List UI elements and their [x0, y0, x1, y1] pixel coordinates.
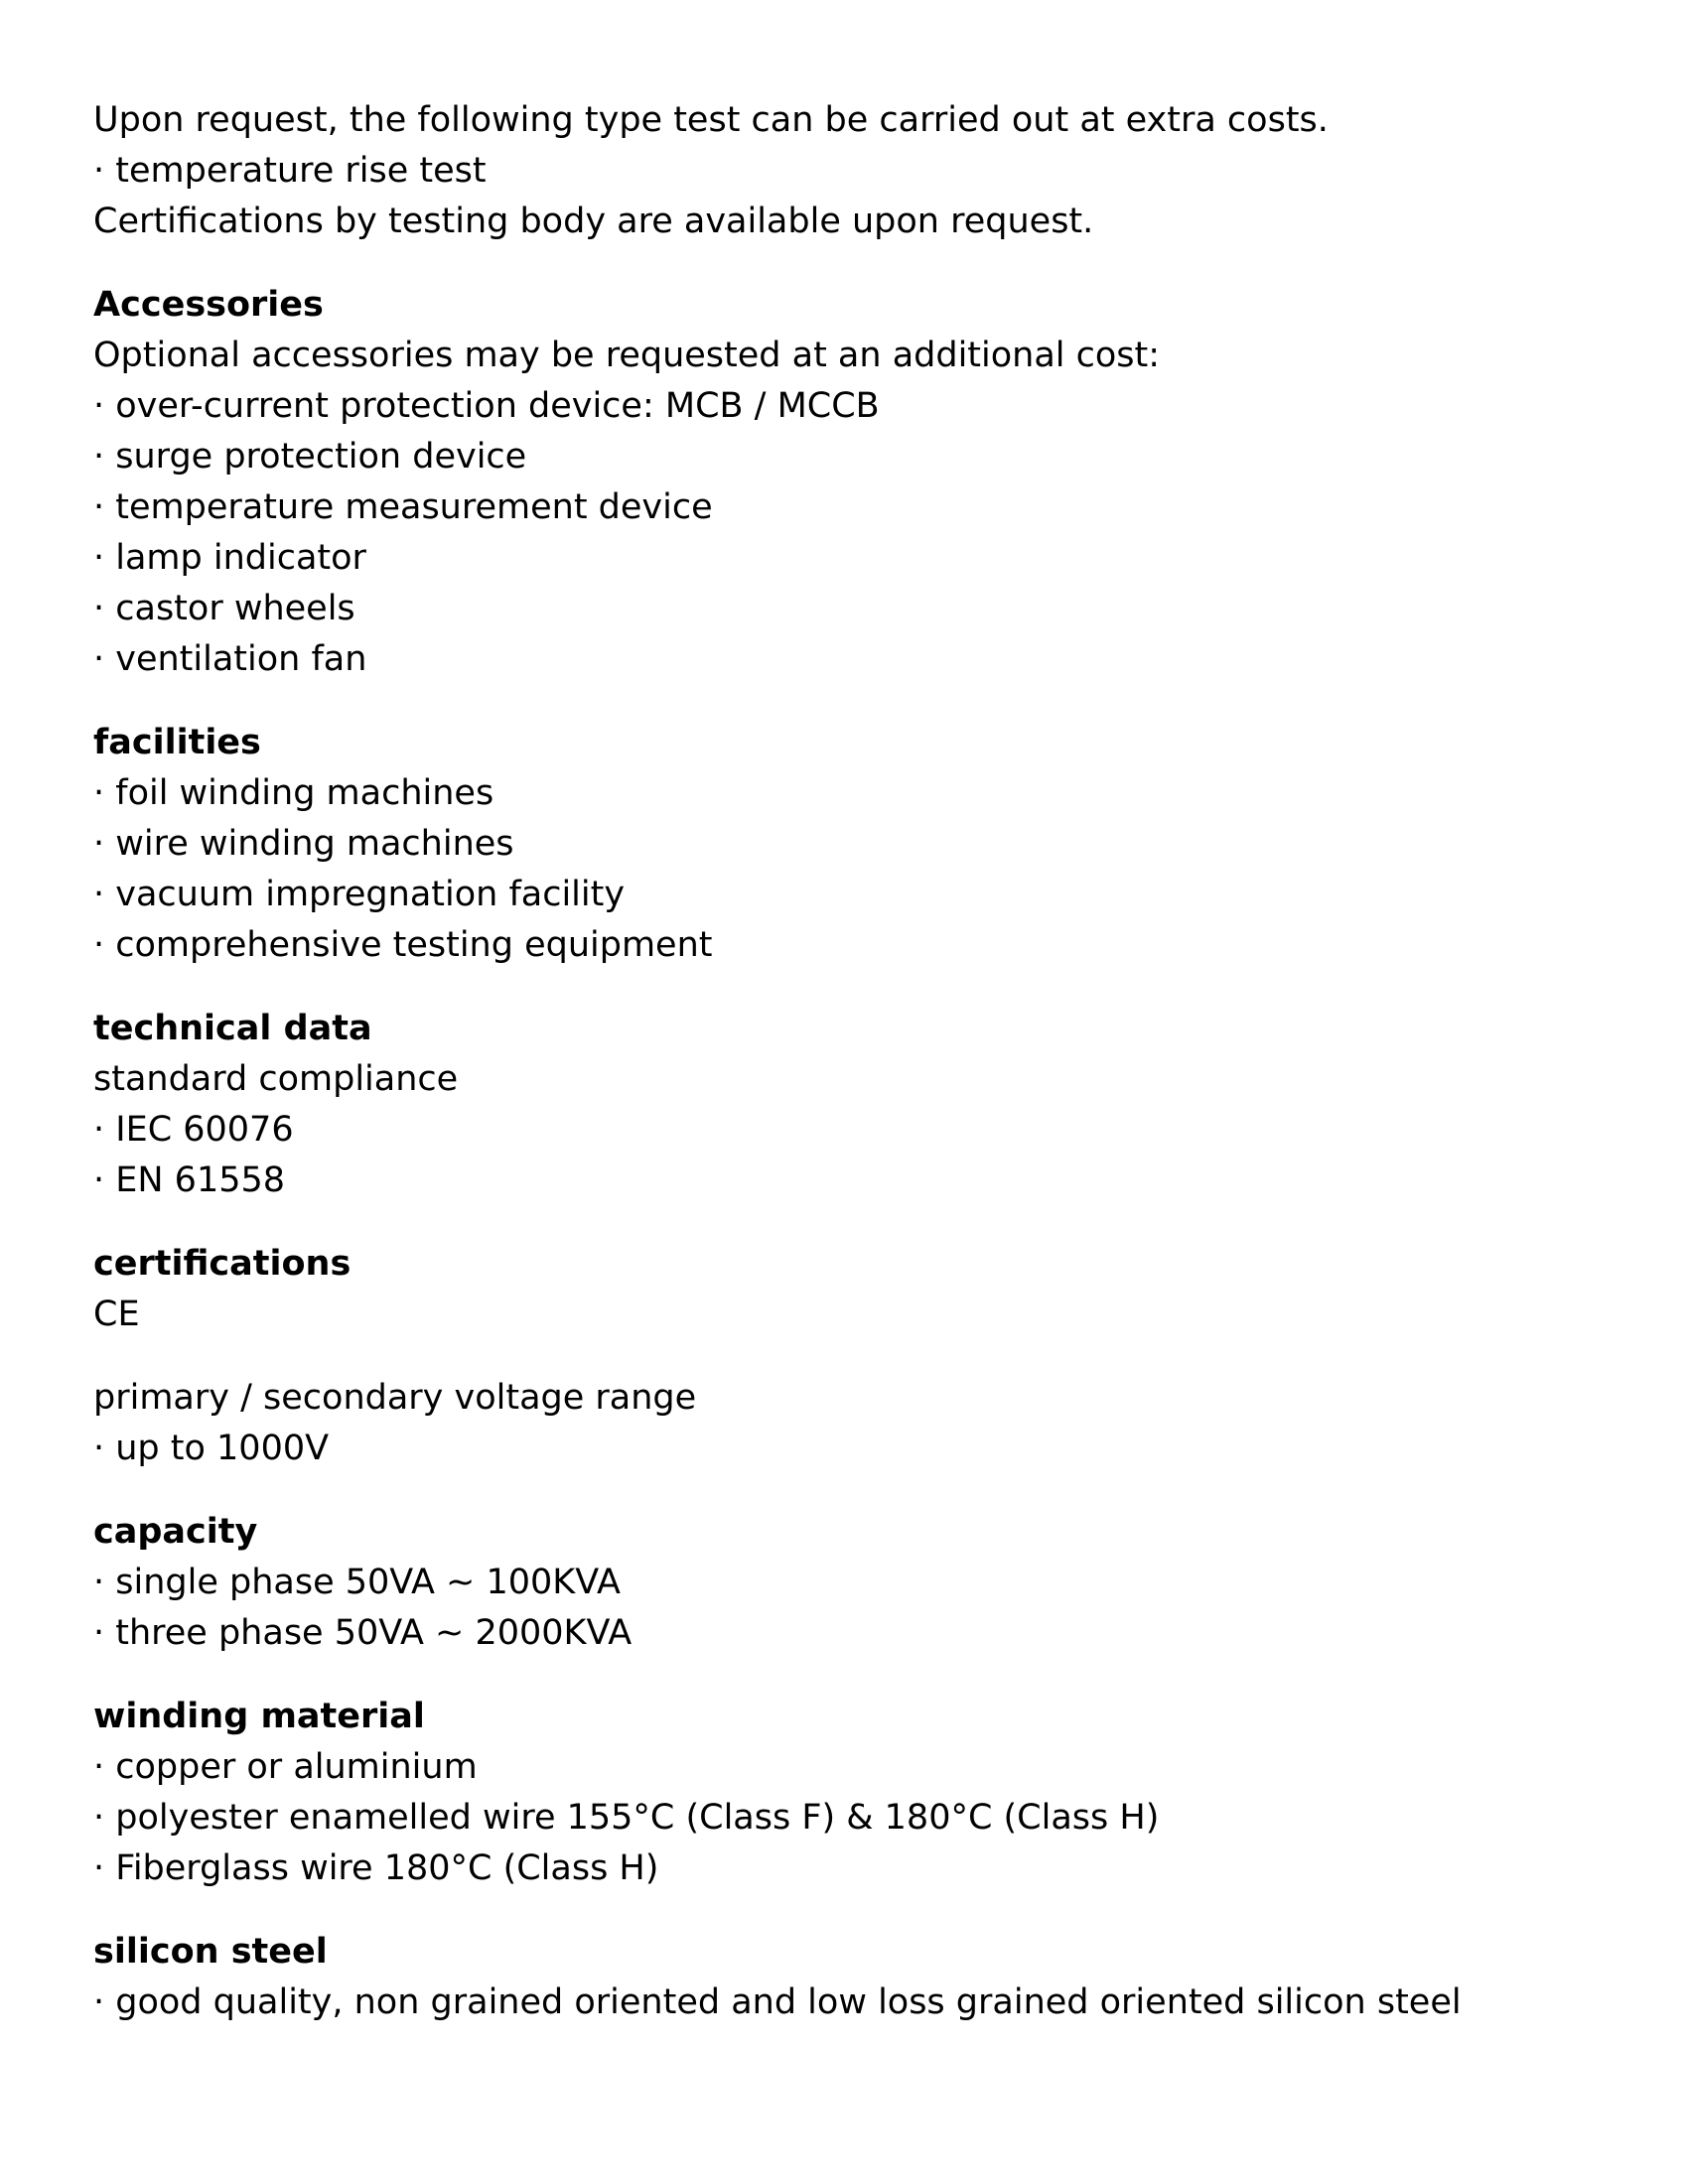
list-item: · good quality, non grained oriented and low loss grained oriented silicon steel	[93, 1982, 1462, 2022]
winding-material-section	[93, 1692, 1603, 1894]
certifications-value: CE	[93, 1295, 140, 1334]
intro-note: Certifications by testing body are available upon request.	[93, 202, 1094, 241]
list-item: · surge protection device	[93, 437, 527, 477]
list-item: · EN 61558	[93, 1160, 286, 1200]
technical-data-heading: technical data	[93, 1009, 372, 1048]
list-item: · foil winding machines	[93, 773, 494, 813]
list-item: · temperature measurement device	[93, 487, 713, 527]
facilities-heading: facilities	[93, 723, 261, 762]
list-item: · up to 1000V	[93, 1429, 330, 1468]
list-item: · lamp indicator	[93, 538, 366, 578]
document-page	[93, 95, 1603, 2028]
silicon-steel-heading: silicon steel	[93, 1932, 328, 1972]
voltage-range-label: primary / secondary voltage range	[93, 1378, 697, 1418]
technical-data-section	[93, 1004, 1603, 1206]
list-item: · vacuum impregnation facility	[93, 875, 626, 914]
intro-list-item: · temperature rise test	[93, 151, 487, 191]
list-item: · over-current protection device: MCB / MCCB	[93, 386, 880, 426]
list-item: · Fiberglass wire 180°C (Class H)	[93, 1848, 659, 1888]
list-item: · three phase 50VA ~ 2000KVA	[93, 1613, 633, 1653]
facilities-section	[93, 718, 1603, 971]
list-item: · copper or aluminium	[93, 1747, 478, 1787]
certifications-section	[93, 1239, 1603, 1340]
accessories-section	[93, 280, 1603, 685]
list-item: · ventilation fan	[93, 639, 367, 679]
capacity-section	[93, 1507, 1603, 1659]
list-item: · castor wheels	[93, 589, 355, 628]
list-item: · polyester enamelled wire 155°C (Class F) & 180°C (Class H)	[93, 1798, 1160, 1838]
list-item: · IEC 60076	[93, 1110, 294, 1150]
list-item: · wire winding machines	[93, 824, 514, 864]
intro-text: Upon request, the following type test can be carried out at extra costs.	[93, 100, 1329, 140]
standard-compliance-label: standard compliance	[93, 1059, 459, 1099]
certifications-heading: certifications	[93, 1244, 352, 1284]
accessories-intro: Optional accessories may be requested at an additional cost:	[93, 336, 1161, 375]
intro-section	[93, 95, 1603, 247]
winding-material-heading: winding material	[93, 1697, 425, 1736]
voltage-section	[93, 1373, 1603, 1474]
accessories-heading: Accessories	[93, 285, 324, 325]
list-item: · comprehensive testing equipment	[93, 925, 713, 965]
capacity-heading: capacity	[93, 1512, 258, 1552]
list-item: · single phase 50VA ~ 100KVA	[93, 1563, 621, 1602]
silicon-steel-section	[93, 1927, 1603, 2028]
